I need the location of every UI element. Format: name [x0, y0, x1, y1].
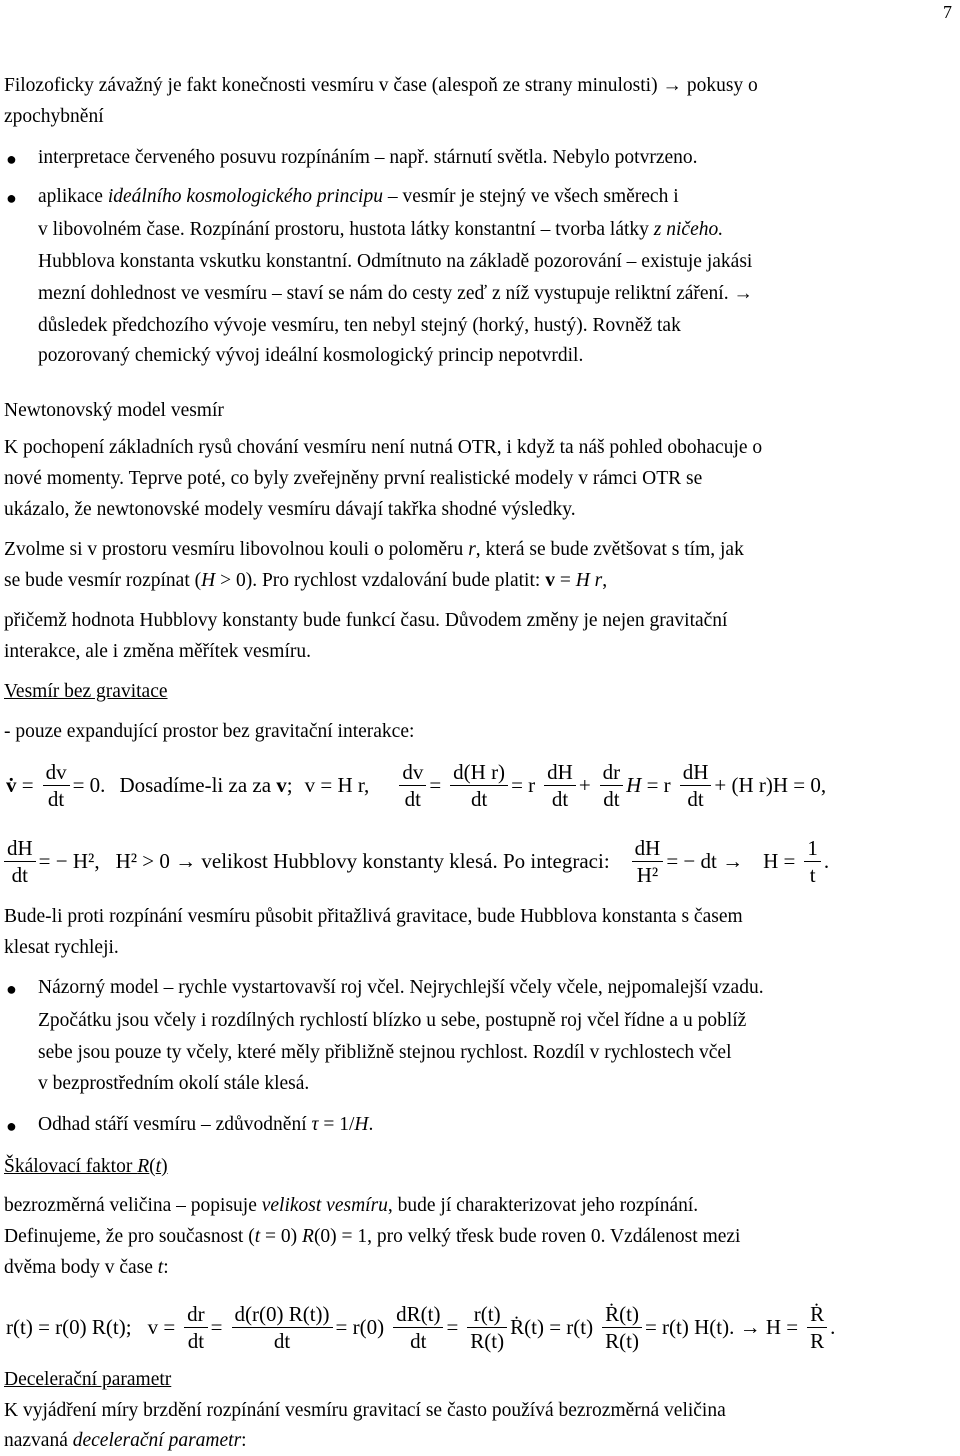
sphere-line-1: Zvolme si v prostoru vesmíru libovolnou kouli o poloměru r, která se bude zvětšovat s tím, jak: [4, 539, 744, 560]
intro-line-2: zpochybnění: [4, 106, 104, 127]
heading-scale-factor: Škálovací faktor R(t): [4, 1156, 168, 1177]
sphere-line-2: se bude vesmír rozpínat (H > 0). Pro rychlost vzdalování bude platit: v = H r,: [4, 570, 608, 591]
sphere-line-3: přičemž hodnota Hubblovy konstanty bude funkcí času. Důvodem změny je nejen gravitační: [4, 610, 728, 631]
bullet-3-line-1: Názorný model – rychle vystartovavší roj včel. Nejrychlejší včely včele, nejpomalejší vzadu.: [38, 977, 764, 998]
equation-1: v̇ = $\frac{dv}{dt}$ = 0. Dosadíme-li za za v; v = H r, $\frac{dv}{dt}$ = $\frac{\text{d(H r)}}{dt}$ = r $\frac{dH}{dt}$ + $\frac{dr}{dt}$ H = r $\frac{dH}{dt}$ + (H r)H = 0,: [6, 759, 827, 811]
bullet-3-line-2: Zpočátku jsou včely i rozdílných rychlostí blízko u sebe, postupně roj včel řídne a u poblíž: [38, 1010, 747, 1031]
heading-no-gravity: Vesmír bez gravitace: [4, 681, 168, 702]
sphere-line-4: interakce, ale i změna měřítek vesmíru.: [4, 641, 311, 662]
bullet-dot-icon: ●: [6, 979, 17, 999]
bullet-2-line-3: Hubblova konstanta vskutku konstantní. Odmítnuto na základě pozorování – existuje jakási: [38, 251, 753, 272]
bullet-1-text: interpretace červeného posuvu rozpínáním – např. stárnutí světla. Nebylo potvrzeno.: [38, 147, 698, 168]
bullet-dot-icon: ●: [6, 149, 17, 169]
heading-deceleration: Decelerační parametr: [4, 1369, 172, 1390]
bullet-dot-icon: ●: [6, 1116, 17, 1136]
bullet-2-line-5: důsledek předchozího vývoje vesmíru, ten nebyl stejný (horký, hustý). Rovněž tak: [38, 315, 681, 336]
equation-2: $\frac{dH}{dt}$ = − H², H² > 0 → velikost Hubblovy konstanty klesá. Po integraci: $\frac{dH}{\text{H²}}$ = − dt → H = $\frac{1}{t}$ .: [4, 828, 956, 894]
bullet-2-line-6: pozorovaný chemický vývoj ideální kosmologický princip nepotvrdil.: [38, 345, 584, 366]
deceleration-line-1: K vyjádření míry brzdění rozpínání vesmíru gravitací se často používá bezrozměrná veličina: [4, 1400, 726, 1421]
scale-line-3: dvěma body v čase t:: [4, 1257, 169, 1278]
bullet-2-line-2: v libovolném čase. Rozpínání prostoru, hustota látky konstantní – tvorba látky z ničeho.: [38, 219, 724, 240]
newton-line-2: nové momenty. Teprve poté, co byly zveřejněny první realistické modely v rámci OTR se: [4, 468, 703, 489]
newton-line-3: ukázalo, že newtonovské modely vesmíru dávají takřka shodné výsledky.: [4, 499, 576, 520]
deceleration-line-2: nazvaná decelerační parametr:: [4, 1430, 247, 1451]
newton-line-1: K pochopení základních rysů chování vesmíru není nutná OTR, i když ta náš pohled obohacuje o: [4, 437, 763, 458]
bullet-3-line-3: sebe jsou pouze ty včely, které měly přibližně stejnou rychlost. Rozdíl v rychlostech včel: [38, 1042, 732, 1063]
page-number: 7: [943, 2, 952, 22]
scale-line-2: Definujeme, že pro současnost (t = 0) R(0) = 1, pro velký třesk bude roven 0. Vzdálenost mezi: [4, 1226, 741, 1247]
bullet-3-line-4: v bezprostředním okolí stále klesá.: [38, 1073, 310, 1094]
bullet-2-line-1: aplikace ideálního kosmologického principu – vesmír je stejný ve všech směrech i: [38, 186, 679, 207]
bullet-4-text: Odhad stáří vesmíru – zdůvodnění τ = 1/H.: [38, 1114, 374, 1135]
no-gravity-intro: - pouze expandující prostor bez gravitační interakce:: [4, 721, 415, 742]
heading-newton: Newtonovský model vesmír: [4, 400, 224, 421]
gravity-line-2: klesat rychleji.: [4, 937, 119, 958]
bullet-2-line-4: mezní dohlednost ve vesmíru – staví se nám do cesty zeď z níž vystupuje reliktní záření. →: [38, 283, 753, 304]
intro-line-1: Filozoficky závažný je fakt konečnosti vesmíru v čase (alespoň ze strany minulosti) → pokusy o: [4, 75, 758, 96]
gravity-line-1: Bude-li proti rozpínání vesmíru působit přitažlivá gravitace, bude Hubblova konstanta s časem: [4, 906, 743, 927]
equation-3: r(t) = r(0) R(t); v = $\frac{dr}{dt}$ = $\frac{d(r(0) R(t))}{dt}$ = r(0) $\frac{dR(t)}{dt}$ = $\frac{r(t)}{R(t)}$ Ṙ(t) = r(t) $\frac{\text{Ṙ(t)}}{R(t)}$ = r(t) H(t). → H = $\frac{\text{Ṙ}}{R}$ .: [6, 1301, 836, 1353]
bullet-dot-icon: ●: [6, 188, 17, 208]
scale-line-1: bezrozměrná veličina – popisuje velikost vesmíru, bude jí charakterizovat jeho rozpínání.: [4, 1195, 699, 1216]
